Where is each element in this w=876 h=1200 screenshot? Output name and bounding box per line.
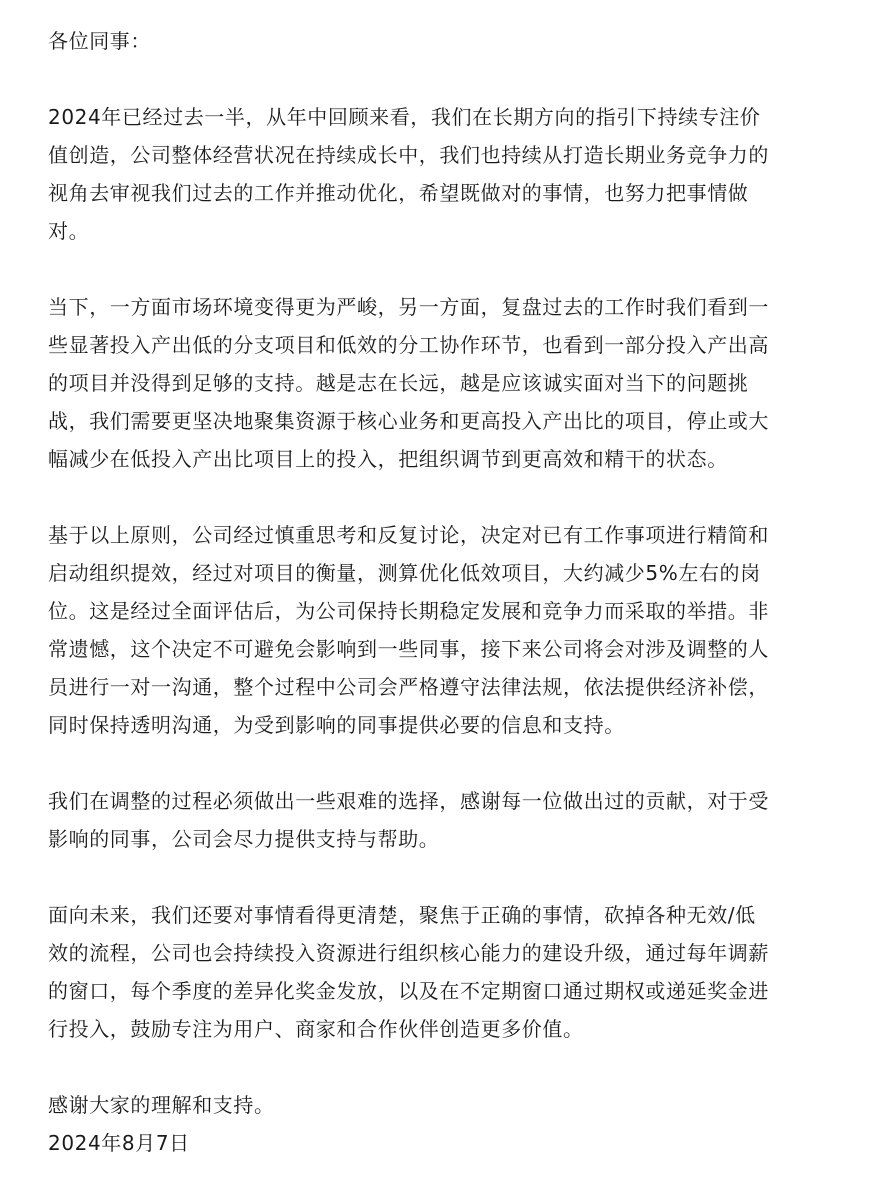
paragraph-gap [48, 478, 838, 516]
paragraph-5-line: 效的流程，公司也会持续投入资源进行组织核心能力的建设升级，通过每年调薪 [48, 941, 769, 965]
date: 2024年8月7日 [48, 1131, 190, 1155]
paragraph-2 [48, 288, 838, 478]
paragraph-5 [48, 896, 838, 1048]
paragraph-gap [48, 60, 838, 98]
paragraph-1-line: 2024年已经过去一半，从年中回顾来看，我们在长期方向的指引下持续专注价 [48, 105, 761, 129]
paragraph-gap [48, 1048, 838, 1086]
paragraph-3-line: 基于以上原则，公司经过慎重思考和反复讨论，决定对已有工作事项进行精简和 [48, 523, 769, 547]
paragraph-5-line: 面向未来，我们还要对事情看得更清楚，聚焦于正确的事情，砍掉各种无效/低 [48, 903, 756, 927]
paragraph-2-line: 幅减少在低投入产出比项目上的投入，把组织调节到更高效和精干的状态。 [48, 447, 728, 471]
paragraph-3-line: 员进行一对一沟通，整个过程中公司会严格遵守法律法规，依法提供经济补偿， [48, 675, 769, 699]
paragraph-5-line: 的窗口，每个季度的差异化奖金发放，以及在不定期窗口通过期权或递延奖金进 [48, 979, 769, 1003]
paragraph-1-line: 值创造，公司整体经营状况在持续成长中，我们也持续从打造长期业务竞争力的 [48, 143, 769, 167]
paragraph-1-line: 视角去审视我们过去的工作并推动优化，希望既做对的事情，也努力把事情做 [48, 181, 749, 205]
closing: 感谢大家的理解和支持。 [48, 1093, 275, 1117]
paragraph-2-line: 战，我们需要更坚决地聚集资源于核心业务和更高投入产出比的项目，停止或大 [48, 409, 769, 433]
paragraph-4 [48, 782, 838, 858]
paragraph-3-line: 常遗憾，这个决定不可避免会影响到一些同事，接下来公司将会对涉及调整的人 [48, 637, 769, 661]
paragraph-gap [48, 250, 838, 288]
paragraph-4-line: 我们在调整的过程必须做出一些艰难的选择，感谢每一位做出过的贡献，对于受 [48, 789, 769, 813]
paragraph-1 [48, 98, 838, 250]
paragraph-2-line: 当下，一方面市场环境变得更为严峻，另一方面，复盘过去的工作时我们看到一 [48, 295, 769, 319]
greeting: 各位同事： [48, 29, 151, 53]
paragraph-5-line: 行投入，鼓励专注为用户、商家和合作伙伴创造更多价值。 [48, 1017, 584, 1041]
paragraph-1-line: 对。 [48, 219, 90, 243]
paragraph-2-line: 些显著投入产出低的分支项目和低效的分工协作环节，也看到一部分投入产出高 [48, 333, 769, 357]
letter-body [48, 22, 838, 1162]
paragraph-2-line: 的项目并没得到足够的支持。越是志在长远，越是应该诚实面对当下的问题挑 [48, 371, 749, 395]
paragraph-3-line: 位。这是经过全面评估后，为公司保持长期稳定发展和竞争力而采取的举措。非 [48, 599, 769, 623]
paragraph-4-line: 影响的同事，公司会尽力提供支持与帮助。 [48, 827, 440, 851]
paragraph-3 [48, 516, 838, 744]
paragraph-3-line: 同时保持透明沟通，为受到影响的同事提供必要的信息和支持。 [48, 713, 625, 737]
paragraph-3-line: 启动组织提效，经过对项目的衡量，测算优化低效项目，大约减少5%左右的岗 [48, 561, 761, 585]
paragraph-gap [48, 858, 838, 896]
paragraph-gap [48, 744, 838, 782]
